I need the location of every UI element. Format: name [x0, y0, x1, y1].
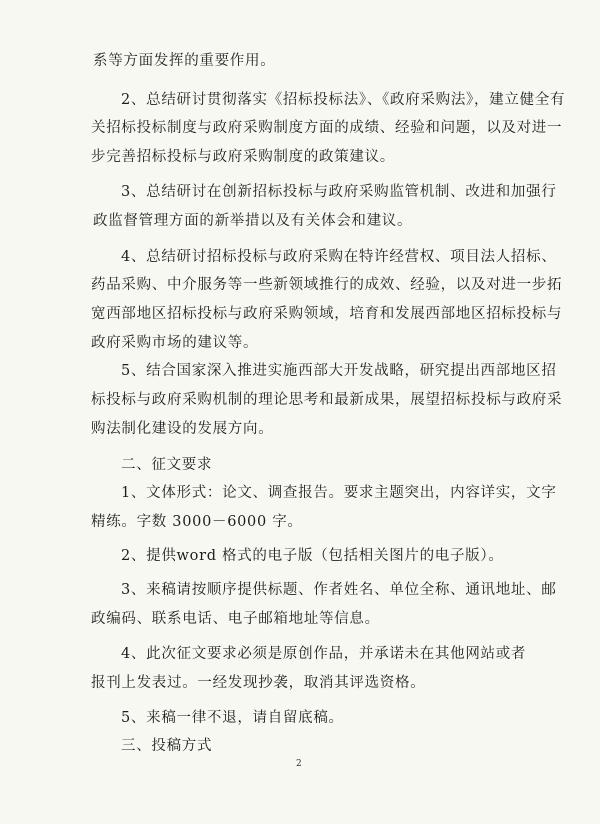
text-line: 政府采购市场的建议等。	[91, 335, 259, 351]
text-line: 5、来稿一律不退，请自留底稿。	[121, 710, 344, 726]
text-line: 2、总结研讨贯彻落实《招标投标法》、《政府采购法》，建立健全有	[121, 92, 566, 108]
text-line: 3、总结研讨在创新招标投标与政府采购监管机制、改进和加强行	[121, 184, 557, 200]
text-line: 购法制化建设的发展方向。	[91, 421, 274, 437]
text-line: 2、提供word 格式的电子版（包括相关图片的电子版）。	[121, 548, 504, 564]
text-line: 精练。字数 3000－6000 字。	[91, 514, 303, 530]
text-line: 政监督管理方面的新举措以及有关体会和建议。	[93, 213, 413, 229]
text-line: 标投标与政府采购机制的理论思考和最新成果，展望招标投标与政府采	[91, 392, 563, 408]
text-line: 政编码、联系电话、电子邮箱地址等信息。	[91, 611, 380, 627]
text-line: 3、来稿请按顺序提供标题、作者姓名、单位全称、通讯地址、邮	[121, 582, 557, 598]
section-heading: 二、征文要求	[121, 457, 213, 473]
text-line: 宽西部地区招标投标与政府采购领域，培育和发展西部地区招标投标与	[91, 306, 563, 322]
section-heading: 三、投稿方式	[121, 738, 213, 754]
text-line: 关招标投标制度与政府采购制度方面的成绩、经验和问题，以及对进一	[91, 120, 563, 136]
text-line: 5、结合国家深入推进实施西部大开发战略，研究提出西部地区招	[121, 363, 557, 379]
text-line: 报刊上发表过。一经发现抄袭，取消其评选资格。	[91, 675, 426, 691]
text-line: 4、总结研讨招标投标与政府采购在特许经营权、项目法人招标、	[121, 249, 557, 265]
text-line: 药品采购、中介服务等一些新领域推行的成效、经验，以及对进一步拓	[91, 277, 563, 293]
page-number: 2	[296, 759, 302, 769]
text-line: 步完善招标投标与政府采购制度的政策建议。	[91, 149, 395, 165]
text-line: 1、文体形式：论文、调查报告。要求主题突出，内容详实，文字	[121, 485, 557, 501]
text-line: 4、此次征文要求必须是原创作品，并承诺未在其他网站或者	[121, 646, 527, 662]
text-line: 系等方面发挥的重要作用。	[93, 53, 276, 69]
